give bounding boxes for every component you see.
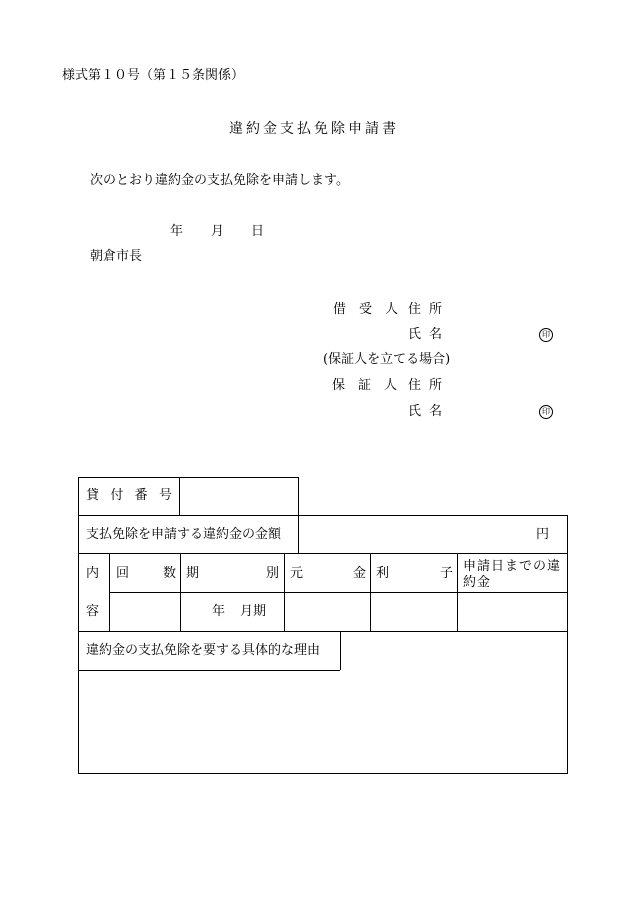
date-year-label: 年 <box>170 224 184 239</box>
principal-header-left: 元 <box>290 566 304 581</box>
grid-line <box>457 553 458 631</box>
grid-line <box>298 515 299 553</box>
interest-header-left: 利 <box>376 566 390 581</box>
amount-field[interactable] <box>306 528 558 544</box>
amount-label: 支払免除を申請する違約金の金額 <box>86 527 282 542</box>
application-table <box>78 477 568 774</box>
borrower-name-label: 氏名 <box>408 327 451 342</box>
loan-number-label: 貸 付 番 号 <box>86 488 172 503</box>
times-header-left: 回 <box>116 566 130 581</box>
grid-line <box>78 477 79 774</box>
borrower-address-label: 住所 <box>408 302 451 317</box>
amount-unit: 円 <box>536 527 550 542</box>
guarantor-seal-mark: 印 <box>539 405 553 419</box>
interest-field[interactable] <box>374 599 454 625</box>
grid-line <box>78 553 568 554</box>
guarantor-address-label: 住所 <box>408 378 451 393</box>
borrower-seal-mark: 印 <box>539 328 553 342</box>
penalty-field[interactable] <box>461 599 565 625</box>
grid-line <box>284 553 285 631</box>
times-header-right: 数 <box>163 566 177 581</box>
reason-label: 違約金の支払免除を要する具体的な理由 <box>86 643 321 658</box>
guarantor-note: (保証人を立てる場合) <box>323 352 451 367</box>
grid-line <box>179 477 180 515</box>
intro-text: 次のとおり違約金の支払免除を申請します。 <box>90 173 349 188</box>
borrower-label: 借受人 <box>333 302 412 317</box>
guarantor-name-label: 氏名 <box>408 404 451 419</box>
principal-field[interactable] <box>288 599 368 625</box>
grid-line <box>340 631 341 670</box>
period-year-label: 年 <box>212 604 226 619</box>
document-title: 違約金支払免除申請書 <box>229 121 399 137</box>
date-month-label: 月 <box>211 224 225 239</box>
loan-number-field[interactable] <box>186 489 292 505</box>
grid-line <box>370 553 371 631</box>
grid-line <box>180 553 181 631</box>
grid-line <box>78 670 340 671</box>
interest-header-right: 子 <box>440 566 454 581</box>
grid-line <box>298 477 299 515</box>
reason-field[interactable] <box>84 677 562 767</box>
form-number: 様式第１０号（第１５条関係） <box>62 68 245 83</box>
guarantor-label: 保証人 <box>332 378 411 393</box>
grid-line <box>109 553 110 631</box>
period-header-right: 別 <box>266 566 280 581</box>
grid-line <box>78 773 568 774</box>
grid-line <box>78 631 568 632</box>
period-month-label: 月期 <box>240 604 267 619</box>
content-label-bottom: 容 <box>86 604 100 619</box>
penalty-header: 申請日までの違約金 <box>463 559 562 590</box>
grid-line <box>567 515 568 774</box>
grid-line <box>78 477 299 478</box>
principal-header-right: 金 <box>353 566 367 581</box>
date-day-label: 日 <box>251 224 265 239</box>
content-label-top: 内 <box>86 566 100 581</box>
times-field[interactable] <box>114 599 178 625</box>
grid-line <box>109 592 568 593</box>
addressee: 朝倉市長 <box>90 249 143 264</box>
period-header-left: 期 <box>186 566 200 581</box>
grid-line <box>78 515 568 516</box>
